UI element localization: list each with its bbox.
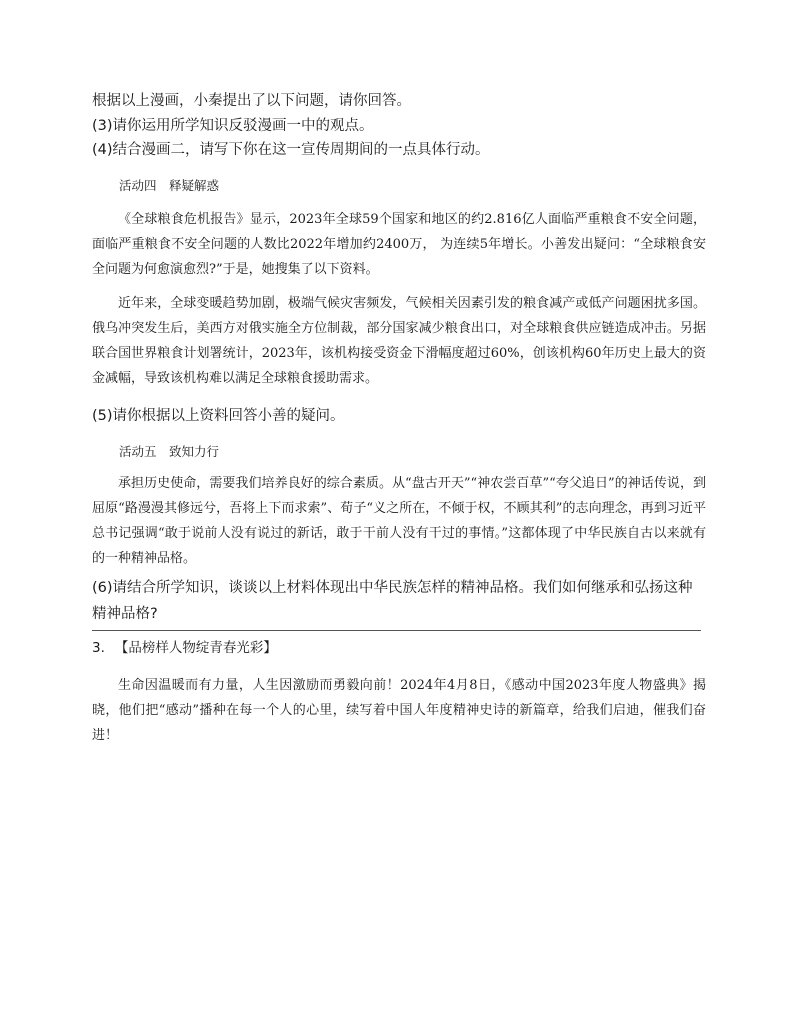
- question-4: (4)结合漫画二，请写下你在这一宣传周期间的一点具体行动。: [92, 142, 490, 158]
- section3-paragraph: 生命因温暖而有力量，人生因激励而勇毅向前！2024年4月8日，《感动中国2023年度人物盛典》揭晓，他们把“感动”播种在每一个人的心里，续写着中国人年度精神史诗的新篇章，给我们启迪，催我们奋进！: [92, 678, 706, 743]
- question-6: (6)请结合所学知识，谈谈以上材料体现出中华民族怎样的精神品格。我们如何继承和弘扬这种精神品格?: [92, 580, 693, 622]
- activity4-paragraph-1: 《全球粮食危机报告》显示，2023年全球59个国家和地区的约2.816亿人面临严重粮食不安全问题，面临严重粮食不安全问题的人数比2022年增加约2400万， 为连续5年增长。小善发出疑问：“全球粮食安全问题为何愈演愈烈?”于是，她搜集了以下资料。: [92, 212, 706, 277]
- activity4-heading: 活动四 释疑解惑: [119, 178, 220, 193]
- section3-title: [92, 638, 277, 658]
- section3-title-text: 【品榜样人物绽青春光彩】: [114, 640, 277, 656]
- section3-number: 3.: [92, 640, 105, 656]
- activity5-heading: 活动五 致知力行: [119, 444, 220, 459]
- intro-line: 根据以上漫画，小秦提出了以下问题，请你回答。: [92, 93, 411, 109]
- section-divider: [92, 630, 701, 631]
- question-3: (3)请你运用所学知识反驳漫画一中的观点。: [92, 118, 374, 134]
- activity5-paragraph: 承担历史使命，需要我们培养良好的综合素质。从“盘古开天”“神农尝百草”“夸父追日”的神话传说，到屈原“路漫漫其修远兮，吾将上下而求索”、荀子“义之所在，不倾于权，不顾其利”的志向理念，再到习近平总书记强调“敢于说前人没有说过的新话，敢于干前人没有干过的事情。”这都体现了中华民族自古以来就有的一种精神品格。: [92, 476, 706, 566]
- question-5: (5)请你根据以上资料回答小善的疑问。: [92, 408, 345, 424]
- activity4-paragraph-2: 近年来，全球变暖趋势加剧，极端气候灾害频发，气候相关因素引发的粮食减产或低产问题困扰多国。俄乌冲突发生后，美西方对俄实施全方位制裁，部分国家减少粮食出口，对全球粮食供应链造成冲击。另据联合国世界粮食计划署统计，2023年，该机构接受资金下滑幅度超过60%，创该机构60年历史上最大的资金减幅，导致该机构难以满足全球粮食援助需求。: [92, 296, 706, 386]
